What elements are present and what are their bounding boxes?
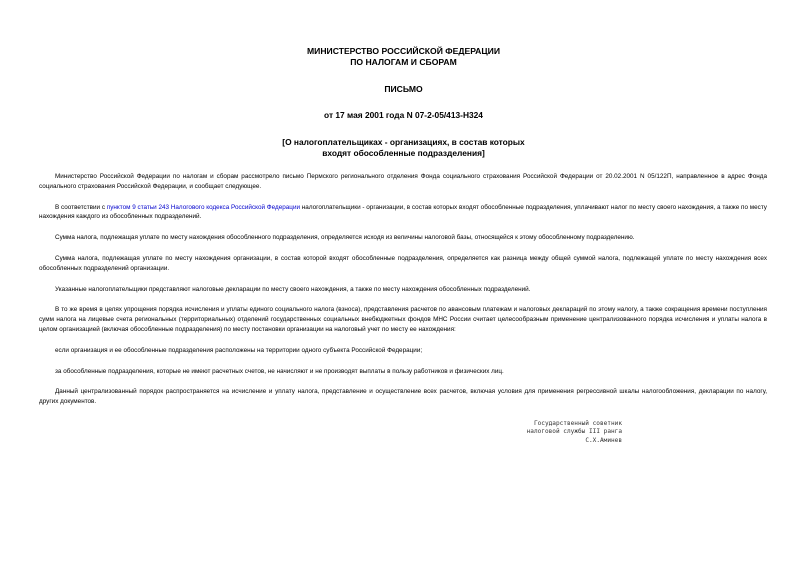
tax-code-link[interactable]: пунктом 9 статьи 243 Налогового кодекса Российской Федерации bbox=[106, 203, 301, 211]
signature-line-1: Государственный советник bbox=[533, 420, 622, 427]
ministry-line-2: ПО НАЛОГАМ И СБОРАМ bbox=[350, 57, 457, 67]
paragraph-2 bbox=[39, 203, 767, 223]
subject-line-1: [О налогоплательщиках - организациях, в состав которых bbox=[282, 137, 525, 147]
subject-line-2: входят обособленные подразделения] bbox=[322, 148, 485, 158]
ministry-name bbox=[0, 46, 807, 68]
document-subject bbox=[0, 137, 807, 159]
paragraph-7: если организация и ее обособленные подразделения расположены на территории одного субъекта Российской Федерации; bbox=[55, 346, 423, 354]
paragraph-4: Сумма налога, подлежащая уплате по месту нахождения организации, в состав которой входят обособленные подразделения, определяется как разница между общей суммой налога, подлежащей уплате по месту нахождения всех обособленных подразделений организации. bbox=[39, 254, 767, 272]
signature-line-2: налоговой службы III ранга bbox=[526, 428, 622, 436]
ministry-line-1: МИНИСТЕРСТВО РОССИЙСКОЙ ФЕДЕРАЦИИ bbox=[306, 46, 501, 56]
paragraph-5: Указанные налогоплательщики представляют налоговые декларации по месту своего нахождения, а также по месту нахождения обособленных подразделений. bbox=[55, 285, 531, 293]
document-date-number: от 17 мая 2001 года N 07-2-05/413-Н324 bbox=[324, 110, 483, 120]
signature-line-3: С.Х.Аминев bbox=[585, 436, 622, 444]
paragraph-2-pre: В соответствии с bbox=[55, 203, 107, 211]
paragraph-3: Сумма налога, подлежащая уплате по месту нахождения обособленного подразделения, определяется исходя из величины налоговой базы, относящейся к этому обособленному подразделению. bbox=[55, 234, 635, 242]
paragraph-2-post: налогоплательщики - организации, в состав которых входят обособленные подразделения, уплачивают налог по месту своего нахождения, а также по месту нахождения каждого из обособленных подразделений. bbox=[39, 203, 767, 221]
paragraph-1: Министерство Российской Федерации по налогам и сборам рассмотрело письмо Пермского регионального отделения Фонда социального страхования Российской Федерации от 20.02.2001 N 05/122П, направленное в адрес Фонда социального страхования Российской Федерации, и сообщает следующее. bbox=[39, 173, 767, 190]
paragraph-8: за обособленные подразделения, которые не имеют расчетных счетов, не начисляют и не производят выплаты в пользу работников и физических лиц. bbox=[55, 367, 504, 375]
paragraph-6: В то же время в целях упрощения порядка исчисления и уплаты единого социального налога (взноса), представления расчетов по авансовым платежам и налоговых деклараций по этому налогу, а также сокращения времени поступления сумм налога на лицевые счета региональных (территориальных) отделений государственных социальных внебюджетных фондов МНС России считает целесообразным применение централизованного порядка исчисления и уплаты налога в целом организацией (включая обособленные подразделения) по месту постановки организации на налоговый учет по месту ее нахождения: bbox=[39, 306, 767, 333]
signature-block bbox=[510, 420, 622, 445]
document-header bbox=[0, 46, 807, 159]
document-body bbox=[39, 172, 767, 418]
paragraph-9: Данный централизованный порядок распространяется на исчисление и уплату налога, представление и осуществление всех расчетов, включая условия для применения регрессивной шкалы налогообложения, декларации по налогу, других документов. bbox=[39, 388, 767, 406]
document-type: ПИСЬМО bbox=[384, 84, 423, 94]
